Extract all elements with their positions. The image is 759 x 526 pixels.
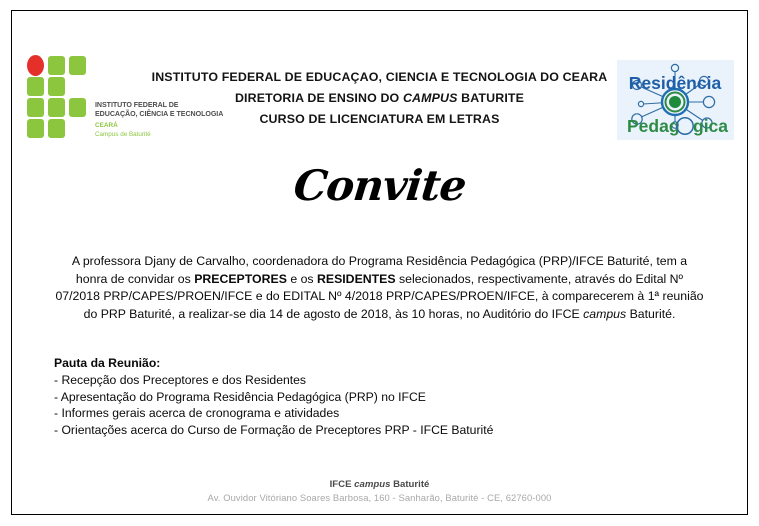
header-title-line2-italic: CAMPUS <box>402 91 458 105</box>
body-bold-preceptores: PRECEPTORES <box>194 271 287 286</box>
residencia-pedagogica-logo-icon <box>617 60 734 140</box>
svg-text:gica: gica <box>693 116 729 136</box>
invitation-body-text <box>55 253 704 323</box>
footer-address: Av. Ouvidor Vitóriano Soares Barbosa, 160 - Sanharão, Baturité - CE, 62760-000 <box>207 492 552 503</box>
agenda-item: - Informes gerais acerca de cronograma e atividades <box>54 406 340 421</box>
ifce-logo-line3: CEARÁ <box>95 121 118 129</box>
body-segment-3: selecionados, respectivamente, através do Edital Nº 07/2018 PRP/CAPES/PROEN/IFCE e do EDITAL Nº 4/2018 PRP/CAPES/PROEN/IFCE, à comparecerem à 1ª reunião do PRP Baturité, a realizar-se dia 14 de agosto de 2018, às 10 horas, no Auditório do IFCE <box>55 271 704 321</box>
ifce-logo-line1: INSTITUTO FEDERAL DE <box>95 101 179 109</box>
ifce-logo-line2: EDUCAÇÃO, CIÊNCIA E TECNOLOGIA <box>95 110 224 119</box>
residencia-pedagogica-logo <box>617 60 734 140</box>
header-title-line2 <box>132 88 627 109</box>
ifce-logo-grid-icon <box>27 55 90 140</box>
document-footer <box>12 478 747 504</box>
header-title-line3: CURSO DE LICENCIATURA EM LETRAS <box>259 112 500 126</box>
agenda-item: - Apresentação do Programa Residência Pedagógica (PRP) no IFCE <box>54 389 426 404</box>
footer-campus-italic: campus <box>354 479 391 490</box>
body-bold-residentes: RESIDENTES <box>316 271 396 286</box>
body-segment-1: A professora Djany de Carvalho, coordenadora do Programa Residência Pedagógica (PRP)/IFCE Baturité, tem a honra de convidar os <box>71 254 688 286</box>
body-segment-2: e os <box>286 271 317 286</box>
footer-campus-post: Baturité <box>390 479 430 490</box>
svg-text:Residência: Residência <box>628 73 722 93</box>
footer-campus-name <box>12 478 747 491</box>
body-segment-4: Baturité. <box>626 306 676 321</box>
header-title-line2-post: BATURITE <box>457 91 525 105</box>
agenda-section <box>54 355 747 438</box>
convite-title: Convite <box>291 161 468 210</box>
ifce-logo-line4: Campus de Baturité <box>95 130 151 138</box>
agenda-title: Pauta da Reunião: <box>54 356 161 371</box>
header-title-line1: INSTITUTO FEDERAL DE EDUCAÇAO, CIENCIA E TECNOLOGIA DO CEARA <box>151 70 608 84</box>
header-title-line2-pre: DIRETORIA DE ENSINO DO <box>234 91 403 105</box>
document-header <box>12 11 747 138</box>
header-titles <box>132 67 627 130</box>
agenda-item: - Recepção dos Preceptores e dos Residentes <box>54 372 307 387</box>
footer-campus-pre: IFCE <box>329 479 355 490</box>
invitation-page <box>11 10 748 515</box>
convite-title-wrap <box>12 163 747 219</box>
agenda-item: - Orientações acerca do Curso de Formação de Preceptores PRP - IFCE Baturité <box>54 422 494 437</box>
body-italic-campus: campus <box>583 306 627 321</box>
svg-text:Pedag: Pedag <box>627 116 680 136</box>
